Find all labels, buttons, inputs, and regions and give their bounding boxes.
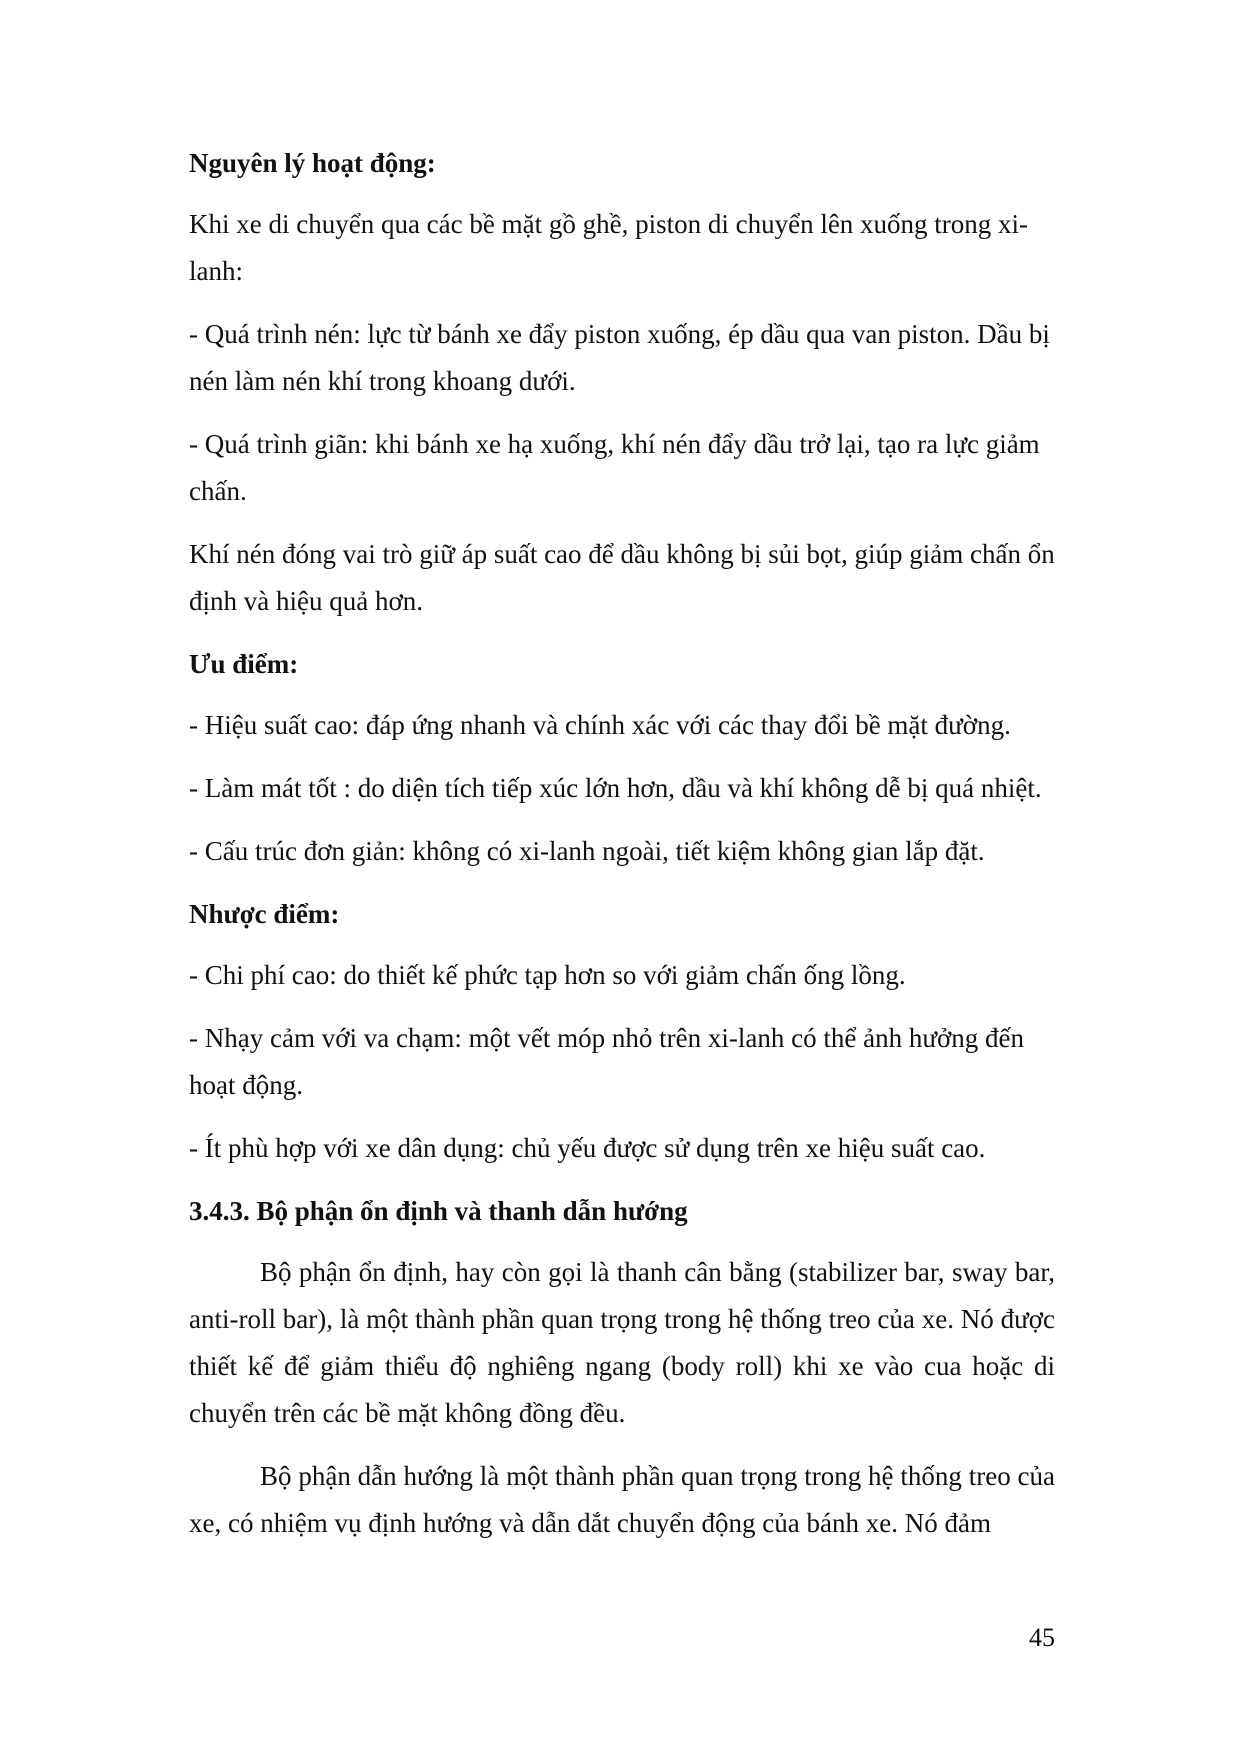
advantage-item: - Hiệu suất cao: đáp ứng nhanh và chính xác với các thay đổi bề mặt đường. bbox=[189, 710, 1011, 740]
document-page bbox=[189, 140, 1055, 1563]
paragraph-intro: Khi xe di chuyển qua các bề mặt gồ ghề, piston di chuyển lên xuống trong xi-lanh: bbox=[189, 209, 1029, 286]
heading-disadvantages: Nhược điểm: bbox=[189, 899, 340, 929]
paragraph-stabilizer: Bộ phận ổn định, hay còn gọi là thanh cân bằng (stabilizer bar, sway bar, anti-roll bar), là một thành phần quan trọng trong hệ thống treo của xe. Nó được thiết kế để giảm thiểu độ nghiêng ngang (body roll) khi xe vào cua hoặc di chuyển trên các bề mặt không đồng đều. bbox=[189, 1257, 1055, 1428]
paragraph-guide: Bộ phận dẫn hướng là một thành phần quan trọng trong hệ thống treo của xe, có nhiệm vụ định hướng và dẫn dắt chuyển động của bánh xe. Nó đảm bbox=[189, 1461, 1055, 1538]
advantage-item: - Cấu trúc đơn giản: không có xi-lanh ngoài, tiết kiệm không gian lắp đặt. bbox=[189, 836, 985, 866]
paragraph-rebound: - Quá trình giãn: khi bánh xe hạ xuống, khí nén đẩy dầu trở lại, tạo ra lực giảm chấn. bbox=[189, 429, 1040, 506]
disadvantage-item: - Chi phí cao: do thiết kế phức tạp hơn so với giảm chấn ống lồng. bbox=[189, 960, 906, 990]
advantage-item: - Làm mát tốt : do diện tích tiếp xúc lớn hơn, dầu và khí không dễ bị quá nhiệt. bbox=[189, 773, 1042, 803]
paragraph-gas-role: Khí nén đóng vai trò giữ áp suất cao để dầu không bị sủi bọt, giúp giảm chấn ổn định và hiệu quả hơn. bbox=[189, 539, 1055, 616]
page-number: 45 bbox=[1029, 1623, 1055, 1652]
disadvantage-item: - Ít phù hợp với xe dân dụng: chủ yếu được sử dụng trên xe hiệu suất cao. bbox=[189, 1133, 986, 1163]
section-title: 3.4.3. Bộ phận ổn định và thanh dẫn hướng bbox=[189, 1196, 688, 1226]
disadvantage-item: - Nhạy cảm với va chạm: một vết móp nhỏ trên xi-lanh có thể ảnh hưởng đến hoạt động. bbox=[189, 1023, 1024, 1100]
heading-advantages: Ưu điểm: bbox=[189, 649, 299, 679]
heading-operating-principle: Nguyên lý hoạt động: bbox=[189, 148, 436, 178]
paragraph-compression: - Quá trình nén: lực từ bánh xe đẩy piston xuống, ép dầu qua van piston. Dầu bị nén làm nén khí trong khoang dưới. bbox=[189, 319, 1050, 396]
